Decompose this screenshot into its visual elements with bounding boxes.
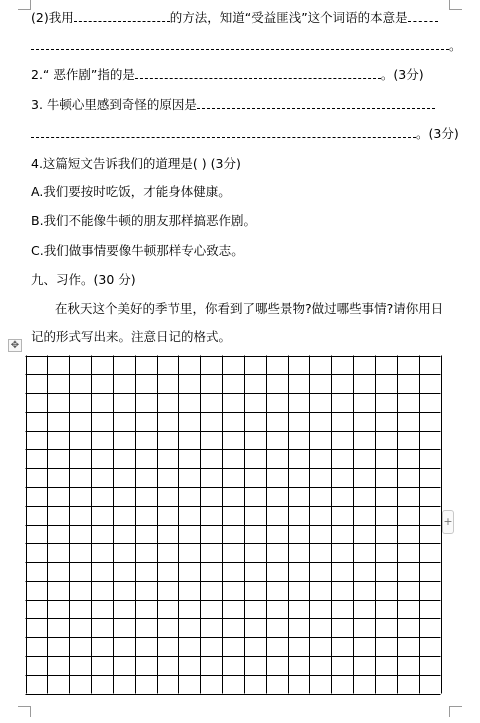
question-4-suffix: 。(3分) (416, 126, 459, 141)
page-corner-top-left (18, 0, 31, 10)
question-3-prefix: 2.“ 恶作剧”指的是 (31, 67, 135, 82)
question-2-blank-meaning-start[interactable] (408, 9, 438, 22)
question-2-blank-method[interactable] (74, 9, 170, 22)
question-5-stem: 4.这篇短文告诉我们的道理是( ) (3分) (31, 156, 241, 171)
question-3-blank[interactable] (135, 66, 381, 79)
section-9-prompt-line-2: 记的形式写出来。注意日记的格式。 (31, 329, 232, 344)
question-2-line-1 (31, 9, 438, 27)
question-4-line-2 (31, 125, 459, 143)
question-4-blank[interactable] (31, 125, 416, 138)
page-corner-top-right (449, 0, 462, 10)
question-2-blank-meaning[interactable] (31, 37, 449, 50)
writing-grid[interactable] (24, 354, 442, 696)
question-2-end: 。 (449, 38, 462, 53)
question-5-option-b: B.我们不能像牛顿的朋友那样搞恶作剧。 (31, 213, 257, 228)
section-9-prompt-line-1: 在秋天这个美好的季节里，你看到了哪些景物?做过哪些事情?请你用日 (55, 301, 444, 316)
question-2-middle: 的方法，知道“受益匪浅”这个词语的本意是 (169, 10, 408, 25)
question-2-prefix: (2)我用 (31, 10, 74, 25)
add-column-handle-icon[interactable]: + (442, 510, 454, 534)
question-3-suffix: 。(3分) (380, 67, 424, 82)
section-9-heading: 九、习作。(30 分) (31, 272, 136, 287)
question-2-line-2 (31, 37, 462, 55)
question-4-line-1 (31, 96, 435, 114)
table-move-handle-icon[interactable]: ✥ (8, 339, 22, 352)
page-corner-bottom-left (18, 706, 31, 717)
page-corner-bottom-right (449, 706, 462, 717)
question-4-prefix: 3. 牛顿心里感到奇怪的原因是 (31, 97, 197, 112)
question-5-option-a: A.我们要按时吃饭，才能身体健康。 (31, 184, 231, 199)
question-3-line (31, 66, 424, 84)
question-4-blank-start[interactable] (197, 96, 435, 109)
question-5-option-c: C.我们做事情要像牛顿那样专心致志。 (31, 243, 244, 258)
